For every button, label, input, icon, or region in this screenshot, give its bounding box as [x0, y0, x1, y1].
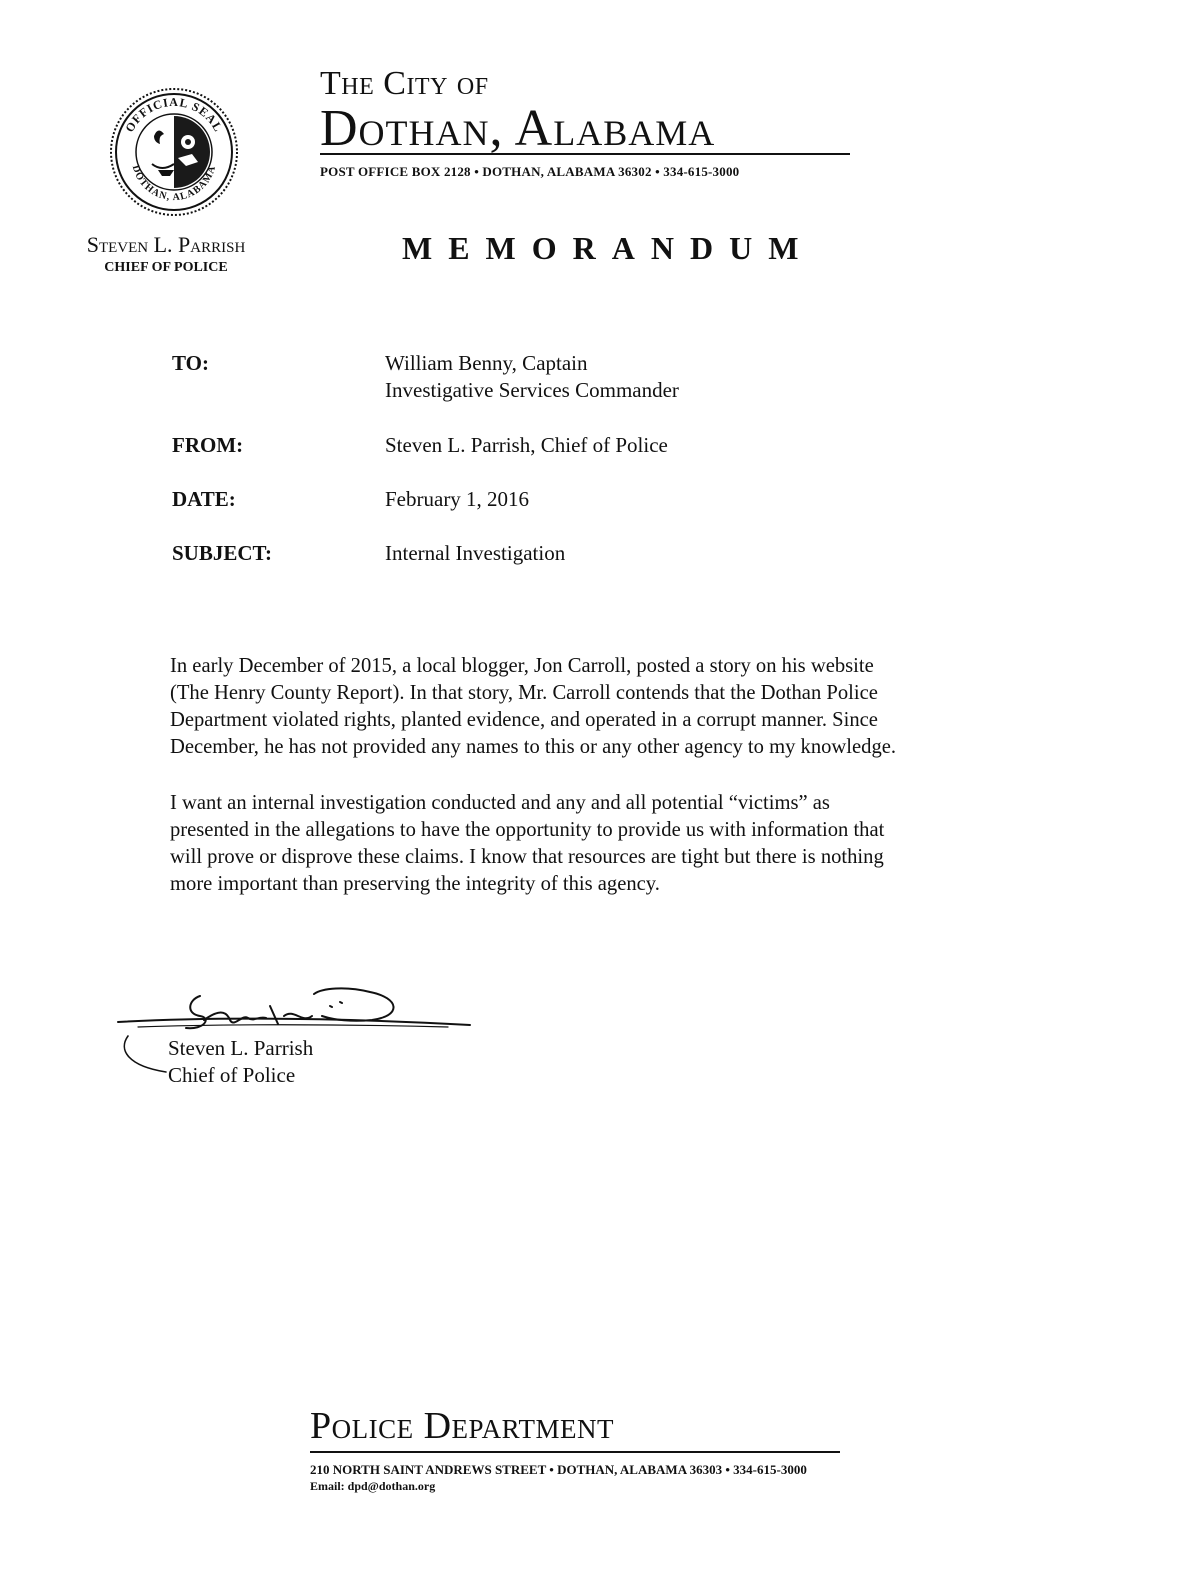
subject-label: SUBJECT: — [172, 541, 272, 565]
subject-value: Internal Investigation — [385, 541, 566, 565]
from-value: Steven L. Parrish, Chief of Police — [385, 433, 668, 457]
letterhead-divider — [320, 153, 850, 155]
to-label: TO: — [172, 351, 209, 375]
chief-title: CHIEF OF POLICE — [104, 260, 228, 275]
date-value: February 1, 2016 — [385, 487, 530, 511]
svg-text:OFFICIAL SEAL: OFFICIAL SEAL — [122, 94, 226, 135]
footer-address: 210 NORTH SAINT ANDREWS STREET • DOTHAN, ALABAMA 36303 • 334-615-3000 — [310, 1462, 807, 1477]
body-line: In early December of 2015, a local blogger, Jon Carroll, posted a story on his website — [170, 655, 874, 677]
signatory-title: Chief of Police — [168, 1063, 296, 1087]
body-line: more important than preserving the integrity of this agency. — [170, 873, 660, 895]
footer-department-title: Police Department — [310, 1405, 614, 1447]
to-value-line1: William Benny, Captain — [385, 351, 588, 375]
letterhead-address: POST OFFICE BOX 2128 • DOTHAN, ALABAMA 36302 • 334-615-3000 — [320, 164, 740, 179]
footer-divider — [310, 1451, 840, 1453]
svg-text:DOTHAN, ALABAMA: DOTHAN, ALABAMA — [129, 163, 219, 204]
letterhead-city-name: Dothan, Alabama — [320, 100, 716, 157]
memo-title: MEMORANDUM — [402, 230, 815, 266]
body-line: will prove or disprove these claims. I know that resources are tight but there is nothing — [170, 846, 884, 868]
body-paragraph-2 — [170, 790, 1010, 898]
chief-name: Steven L. Parrish — [86, 232, 246, 257]
date-label: DATE: — [172, 487, 236, 511]
body-line: I want an internal investigation conducted and any and all potential “victims” as — [170, 792, 830, 814]
body-line: December, he has not provided any names to this or any other agency to my knowledge. — [170, 736, 897, 758]
letterhead-city-line: The City of — [320, 65, 489, 102]
signatory-name: Steven L. Parrish — [168, 1036, 314, 1060]
footer-email: Email: dpd@dothan.org — [310, 1479, 436, 1493]
to-value-line2: Investigative Services Commander — [385, 378, 679, 402]
body-line: presented in the allegations to have the opportunity to provide us with information that — [170, 819, 885, 841]
body-line: Department violated rights, planted evidence, and operated in a corrupt manner. Since — [170, 709, 878, 731]
city-seal-icon — [108, 86, 240, 218]
from-label: FROM: — [172, 433, 244, 457]
body-line: (The Henry County Report). In that story, Mr. Carroll contends that the Dothan Police — [170, 682, 878, 704]
body-paragraph-1 — [170, 653, 1010, 761]
